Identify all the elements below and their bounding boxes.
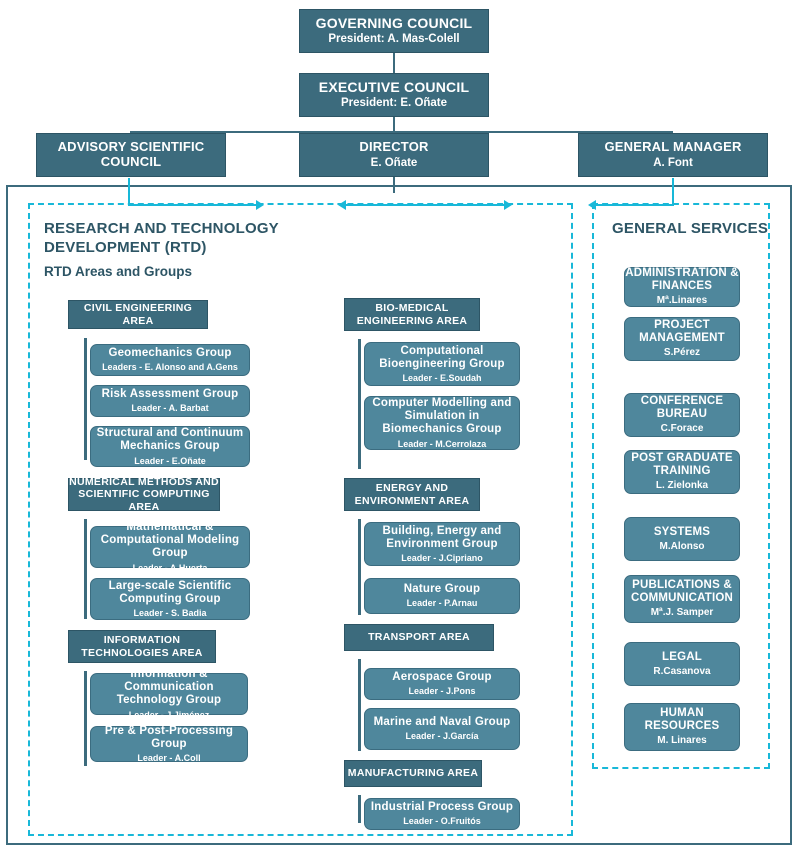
director-title: DIRECTOR [359,138,429,154]
governing-council-title: GOVERNING COUNCIL [315,15,473,32]
general-services-heading-text: GENERAL SERVICES [612,220,769,237]
general-manager-name: A. Font [653,156,693,169]
general-manager-box [578,133,768,177]
group-information-communication-technology-leader: Leader - J.Jiménez [128,709,210,720]
area-numerical-methods-label: NUMERICAL METHODS AND SCIENTIFIC COMPUTING AREA [69,476,219,513]
gs-publications-communication-name: PUBLICATIONS & COMMUNICATION [630,579,734,605]
gs-legal-person: R.Casanova [653,665,711,677]
stem-manufacturing [358,795,361,823]
group-computer-modelling-biomechanics-name: Computer Modelling and Simulation in Biomechanics Group [372,397,512,436]
group-nature-name: Nature Group [403,583,481,596]
group-computer-modelling-biomechanics-leader: Leader - M.Cerrolaza [397,438,487,449]
gs-systems-name: SYSTEMS [653,525,711,538]
general-services-heading [612,220,772,239]
executive-council-president: President: E. Oñate [340,97,448,110]
stem-transport [358,659,361,751]
cyan-connector-left-stub [128,178,130,205]
gs-human-resources-person: M. Linares [657,735,707,747]
area-bio-medical-engineering-label: BIO-MEDICAL ENGINEERING AREA [356,302,468,327]
group-structural-continuum-mechanics-name: Structural and Continuum Mechanics Group [96,427,244,453]
gs-administration-finances [624,267,740,307]
group-aerospace-name: Aerospace Group [392,671,492,684]
area-transport [344,624,494,651]
area-energy-environment-label: ENERGY AND ENVIRONMENT AREA [354,482,470,507]
stem-bio-medical-engineering [358,339,361,469]
gs-post-graduate-training-person: L. Zielonka [655,480,709,492]
group-geomechanics [90,344,250,376]
gs-legal-name: LEGAL [662,650,702,663]
group-marine-naval-name: Marine and Naval Group [373,716,511,729]
group-risk-assessment-name: Risk Assessment Group [101,388,239,401]
group-mathematical-computational-modeling-leader: Leader - A.Huerta [132,562,208,573]
group-mathematical-computational-modeling [90,521,250,573]
gs-systems [624,517,740,561]
group-building-energy-environment-leader: Leader - J.Cipriano [401,553,483,564]
group-nature-leader: Leader - P.Arnau [406,598,478,609]
governing-council-president: President: A. Mas-Colell [328,33,460,46]
group-information-communication-technology [90,668,248,720]
gs-project-management [624,317,740,361]
group-aerospace [364,668,520,700]
group-nature [364,578,520,614]
group-mathematical-computational-modeling-name: Mathematical & Computational Modeling Group [100,521,240,560]
connector-governing-to-executive [393,53,395,73]
rtd-heading [44,220,344,258]
gs-human-resources [624,703,740,751]
executive-council-title: EXECUTIVE COUNCIL [318,79,470,96]
advisory-scientific-council-box [36,133,226,177]
director-box [299,133,489,177]
group-pre-post-processing-leader: Leader - A.Coll [137,753,201,764]
gs-conference-bureau [624,393,740,437]
gs-conference-bureau-person: C.Forace [660,423,704,435]
group-industrial-process-leader: Leader - O.Fruitós [403,816,481,827]
area-information-technologies-label: INFORMATION TECHNOLOGIES AREA [81,634,203,659]
group-marine-naval [364,708,520,750]
gs-human-resources-name: HUMAN RESOURCES [644,707,720,733]
gs-legal [624,642,740,686]
group-computational-bioengineering-name: Computational Bioengineering Group [379,344,505,370]
gs-post-graduate-training [624,450,740,494]
area-bio-medical-engineering [344,298,480,331]
rtd-heading-text: RESEARCH AND TECHNOLOGY DEVELOPMENT (RTD) [44,220,279,256]
director-name: E. Oñate [370,156,418,169]
group-geomechanics-leader: Leaders - E. Alonso and A.Gens [102,362,238,373]
cyan-connector-right-stub [672,178,674,205]
area-transport-label: TRANSPORT AREA [368,631,470,644]
group-large-scale-scientific-computing [90,578,250,620]
area-information-technologies [68,630,216,663]
area-manufacturing [344,760,482,787]
group-industrial-process-name: Industrial Process Group [370,801,514,814]
group-building-energy-environment-name: Building, Energy and Environment Group [382,524,502,550]
group-risk-assessment [90,385,250,417]
group-marine-naval-leader: Leader - J.García [405,731,479,742]
area-civil-engineering [68,300,208,329]
group-large-scale-scientific-computing-name: Large-scale Scientific Computing Group [108,579,232,605]
gs-conference-bureau-name: CONFERENCE BUREAU [640,395,724,421]
gs-systems-person: M.Alonso [659,540,705,552]
group-building-energy-environment [364,522,520,566]
group-structural-continuum-mechanics-leader: Leader - E.Oñate [134,455,206,466]
gs-publications-communication [624,575,740,623]
area-manufacturing-label: MANUFACTURING AREA [347,767,479,780]
stem-civil-engineering [84,338,87,460]
group-risk-assessment-leader: Leader - A. Barbat [131,403,209,414]
gs-post-graduate-training-name: POST GRADUATE TRAINING [631,452,733,478]
group-computer-modelling-biomechanics [364,396,520,450]
group-information-communication-technology-name: Information & Communication Technology Group [116,668,222,707]
group-structural-continuum-mechanics [90,426,250,467]
gs-administration-finances-person: Mª.Linares [656,295,708,307]
group-computational-bioengineering [364,342,520,386]
gs-publications-communication-person: Mª.J. Samper [650,607,714,619]
rtd-subheading-text: RTD Areas and Groups [44,264,193,279]
gs-administration-finances-name: ADMINISTRATION & FINANCES [625,267,739,293]
group-computational-bioengineering-leader: Leader - E.Soudah [402,373,482,384]
rtd-subheading [44,264,344,279]
gs-project-management-name: PROJECT MANAGEMENT [639,319,725,345]
area-civil-engineering-label: CIVIL ENGINEERING AREA [83,302,193,327]
executive-council-box [299,73,489,117]
group-pre-post-processing [90,726,248,762]
gs-project-management-person: S.Pérez [663,347,701,359]
stem-energy-environment [358,519,361,615]
group-pre-post-processing-name: Pre & Post-Processing Group [104,724,234,750]
area-numerical-methods [68,478,220,511]
area-energy-environment [344,478,480,511]
governing-council-box [299,9,489,53]
stem-numerical-methods [84,519,87,619]
general-manager-title: GENERAL MANAGER [604,138,742,154]
group-geomechanics-name: Geomechanics Group [108,347,232,360]
group-large-scale-scientific-computing-leader: Leader - S. Badia [133,608,207,619]
group-aerospace-leader: Leader - J.Pons [408,686,476,697]
advisory-scientific-council-title: ADVISORY SCIENTIFIC COUNCIL [57,139,205,169]
stem-information-technologies [84,671,87,766]
group-industrial-process [364,798,520,830]
